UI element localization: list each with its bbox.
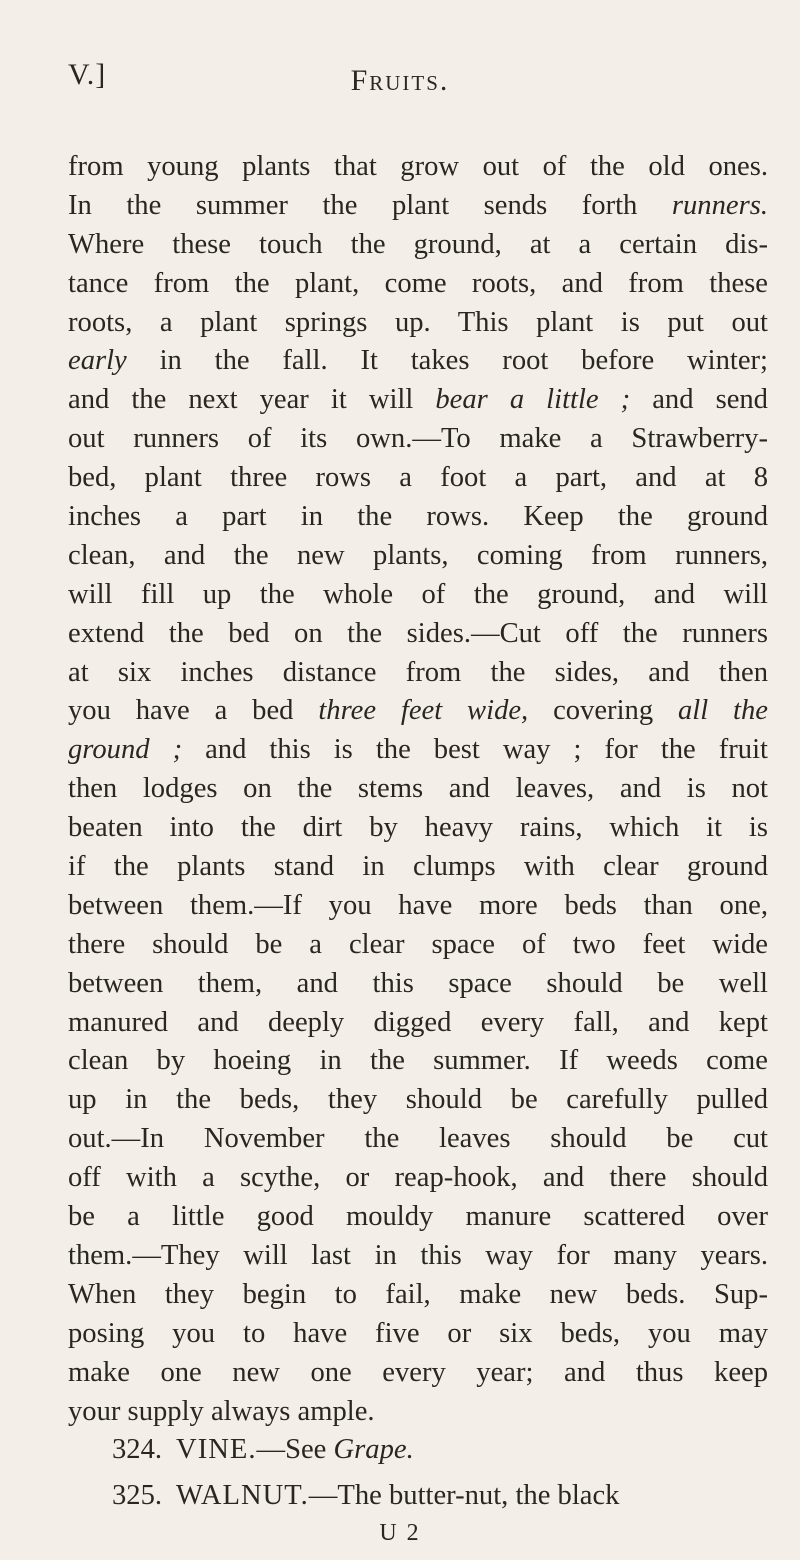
text-line — [68, 459, 768, 498]
text-line — [68, 887, 768, 926]
text-segment: out.—In November the leaves should be cut — [68, 1123, 768, 1155]
text-segment: and the next year it will — [68, 384, 436, 416]
text-segment: and send — [630, 384, 768, 416]
text-segment: if the plants stand in clumps with clear ground — [68, 851, 768, 883]
text-line — [68, 420, 768, 459]
text-line — [68, 654, 768, 693]
text-segment: will fill up the whole of the ground, and will — [68, 578, 768, 610]
page-header — [0, 58, 800, 108]
text-segment: out runners of its own.—To make a Strawberry- — [68, 423, 768, 455]
text-line — [68, 731, 768, 770]
text-line — [68, 1354, 768, 1393]
text-segment: When they begin to fail, make new beds. Sup- — [68, 1278, 768, 1310]
text-line — [68, 1120, 768, 1159]
text-line — [68, 342, 768, 381]
text-segment: In the summer the plant sends forth — [68, 189, 672, 221]
text-segment: them.—They will last in this way for many years. — [68, 1239, 768, 1271]
text-segment: in the fall. It takes root before winter; — [126, 345, 768, 377]
text-segment: three feet wide, — [318, 695, 529, 727]
text-segment: and this is the best way ; for the fruit — [182, 734, 768, 766]
text-line — [68, 537, 768, 576]
text-segment: then lodges on the stems and leaves, and is not — [68, 773, 768, 805]
text-segment: roots, a plant springs up. This plant is put out — [68, 306, 768, 338]
entry-vine — [112, 1434, 414, 1466]
text-line — [68, 187, 768, 226]
text-segment: between them.—If you have more beds than one, — [68, 889, 768, 921]
entry-headword: WALNUT. — [176, 1480, 309, 1511]
text-segment: off with a scythe, or reap-hook, and there should — [68, 1162, 768, 1194]
text-line — [68, 1198, 768, 1237]
text-line — [68, 1042, 768, 1081]
text-line — [68, 1315, 768, 1354]
text-line — [68, 848, 768, 887]
text-line — [68, 265, 768, 304]
text-segment: all the — [677, 695, 768, 727]
running-title: Fruits. — [350, 64, 450, 97]
entry-text: —The butter-nut, the black — [308, 1480, 620, 1511]
text-segment: your supply always ample. — [68, 1395, 375, 1427]
text-line — [68, 1393, 768, 1432]
text-segment: clean, and the new plants, coming from runners, — [68, 539, 768, 571]
text-segment: manured and deeply digged every fall, and kept — [68, 1006, 768, 1038]
text-line — [68, 615, 768, 654]
text-segment: there should be a clear space of two feet wide — [68, 928, 768, 960]
chapter-number: V.] — [68, 58, 107, 91]
strawberry-paragraph — [68, 148, 768, 1431]
entry-number: 325. — [112, 1480, 163, 1511]
text-line — [68, 692, 768, 731]
text-segment: Where these touch the ground, at a certain dis- — [68, 228, 768, 260]
text-segment: bed, plant three rows a foot a part, and at 8 — [68, 462, 768, 494]
text-segment: at six inches distance from the sides, and then — [68, 656, 768, 688]
text-segment: runners. — [671, 189, 768, 221]
text-segment: beaten into the dirt by heavy rains, which it is — [68, 812, 768, 844]
text-segment: you have a bed — [68, 695, 319, 727]
text-line — [68, 926, 768, 965]
text-line — [68, 304, 768, 343]
entry-headword: VINE. — [176, 1434, 257, 1465]
text-line — [68, 381, 768, 420]
text-segment: posing you to have five or six beds, you may — [68, 1317, 768, 1349]
text-segment: covering — [528, 695, 678, 727]
text-line — [68, 965, 768, 1004]
text-line — [68, 148, 768, 187]
text-segment: extend the bed on the sides.—Cut off the runners — [68, 617, 768, 649]
entry-number: 324. — [112, 1434, 163, 1465]
text-line — [68, 1081, 768, 1120]
text-line — [68, 809, 768, 848]
text-line — [68, 576, 768, 615]
text-segment: be a little good mouldy manure scattered over — [68, 1201, 768, 1233]
text-line — [68, 1237, 768, 1276]
entry-walnut — [112, 1480, 619, 1512]
text-segment: tance from the plant, come roots, and from these — [68, 267, 768, 299]
signature-mark: U 2 — [379, 1520, 421, 1546]
text-segment: early — [68, 345, 127, 377]
text-line — [68, 226, 768, 265]
entry-cross-reference: Grape. — [333, 1434, 414, 1465]
text-segment: ground ; — [68, 734, 183, 766]
text-line — [68, 1004, 768, 1043]
text-segment: bear a little ; — [435, 384, 631, 416]
text-line — [68, 770, 768, 809]
text-segment: make one new one every year; and thus keep — [68, 1356, 768, 1388]
text-segment: inches a part in the rows. Keep the ground — [68, 501, 768, 533]
text-line — [68, 1159, 768, 1198]
text-segment: clean by hoeing in the summer. If weeds come — [68, 1045, 768, 1077]
text-segment: up in the beds, they should be carefully pulled — [68, 1084, 768, 1116]
text-segment: from young plants that grow out of the old ones. — [68, 151, 768, 182]
entry-text: —See — [256, 1434, 334, 1465]
text-line — [68, 498, 768, 537]
text-segment: between them, and this space should be well — [68, 967, 768, 999]
text-line — [68, 1276, 768, 1315]
